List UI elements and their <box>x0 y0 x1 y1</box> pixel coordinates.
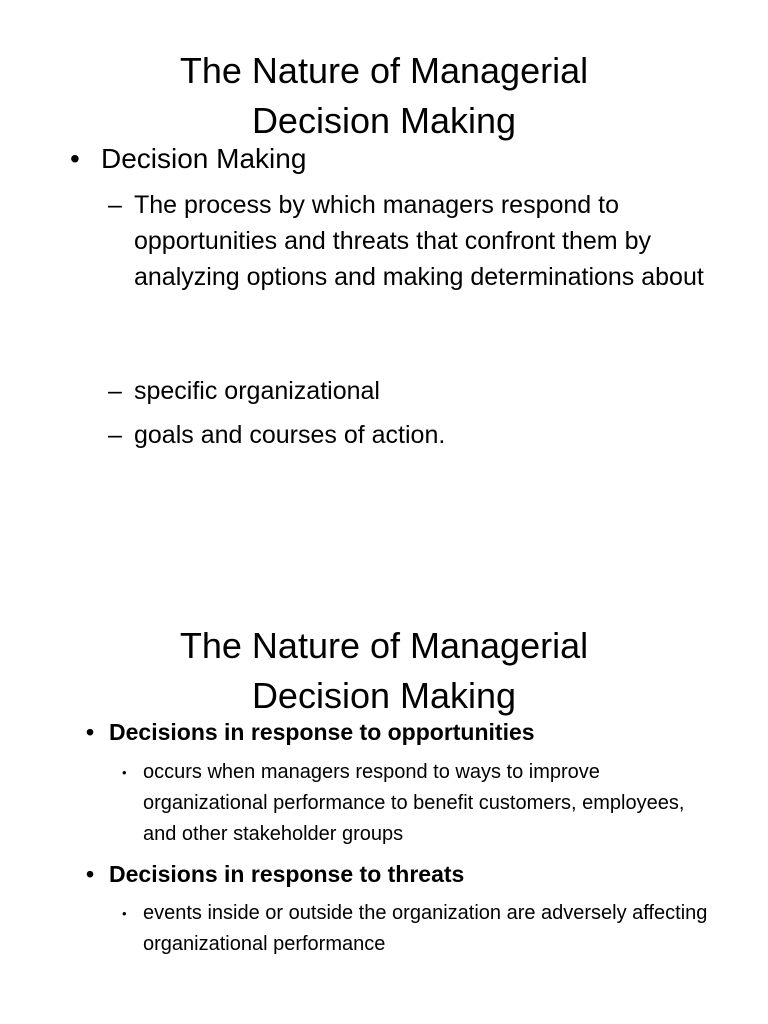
bullet-icon: • <box>122 765 127 780</box>
slide-title-line: Decision Making <box>251 100 517 142</box>
slide-title <box>0 46 768 146</box>
sub-bullet-item <box>108 187 738 295</box>
bullet-icon: • <box>122 906 127 921</box>
section-heading-text: Decisions in response to threats <box>109 861 465 887</box>
sub-bullet-text: The process by which managers respond to opportunities and threats that confront them by analyzing options and making determinations about <box>134 191 704 291</box>
section-detail <box>122 757 722 850</box>
dash-icon: – <box>108 421 122 449</box>
dash-icon: – <box>108 377 122 405</box>
section-heading <box>86 858 464 890</box>
section-detail-text: occurs when managers respond to ways to improve organizational performance to benefit customers, employees, and other stakeholder groups <box>143 761 685 845</box>
slide-title <box>0 621 768 721</box>
bullet-text: Decision Making <box>101 143 307 174</box>
section-detail-text: events inside or outside the organization are adversely affecting organizational performance <box>143 902 708 955</box>
sub-bullet-item <box>108 373 738 409</box>
bullet-icon: • <box>86 719 95 745</box>
sub-bullet-text: specific organizational <box>134 377 380 405</box>
section-heading <box>86 716 535 748</box>
bullet-icon: • <box>86 861 95 887</box>
slide-2 <box>0 575 768 1024</box>
sub-bullet-text: goals and courses of action. <box>134 421 446 449</box>
section-heading-text: Decisions in response to opportunities <box>109 719 535 745</box>
slide-title-line: Decision Making <box>251 675 517 717</box>
sub-bullet-item <box>108 417 738 453</box>
bullet-item <box>70 139 306 179</box>
slide-title-line: The Nature of Managerial <box>179 625 589 667</box>
section-detail <box>122 898 722 960</box>
dash-icon: – <box>108 191 122 219</box>
bullet-icon: • <box>70 143 80 174</box>
slide-title-line: The Nature of Managerial <box>179 50 589 92</box>
